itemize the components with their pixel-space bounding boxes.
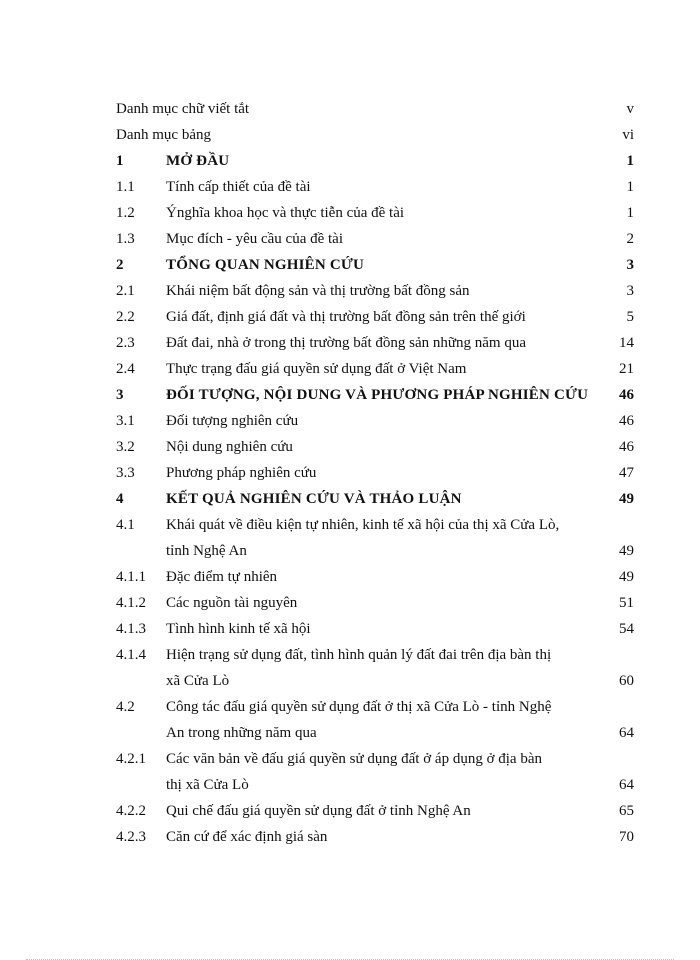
toc-entry-title-line: Các nguồn tài nguyên (166, 595, 298, 611)
toc-entry-number: 1 (116, 153, 124, 169)
toc-entry-number: 2.3 (116, 335, 135, 351)
toc-entry (116, 96, 634, 122)
toc-entry (116, 616, 634, 642)
toc-entry-title (166, 512, 594, 564)
toc-entry-page-number: 3 (626, 283, 634, 299)
toc-entry-title (166, 564, 594, 590)
toc-entry (116, 486, 634, 512)
toc-entry-title-line: Căn cứ để xác định giá sàn (166, 829, 328, 845)
toc-entry-page-number: 49 (619, 543, 634, 559)
toc-entry-number: 2.2 (116, 309, 135, 325)
table-of-contents (116, 96, 634, 850)
toc-entry-title-line: Công tác đấu giá quyền sử dụng đất ở thị xã Cửa Lò - tỉnh Nghệ (166, 699, 552, 715)
toc-entry-title-line: Đối tượng nghiên cứu (166, 413, 299, 429)
toc-entry-title (166, 226, 594, 252)
toc-entry-page-number: 70 (619, 829, 634, 845)
toc-entry-number: 4.1.1 (116, 569, 146, 585)
toc-entry-number: 4.1.4 (116, 647, 146, 663)
toc-entry-title-line: Danh mục chữ viết tắt (116, 101, 250, 117)
toc-entry-title (166, 408, 594, 434)
toc-entry-title-line: Tình hình kinh tế xã hội (166, 621, 311, 637)
toc-entry-page-number: 14 (619, 335, 634, 351)
toc-entry-title-line: tỉnh Nghệ An (166, 543, 247, 559)
toc-entry-page-number: 3 (626, 257, 634, 273)
toc-entry-title-line: An trong những năm qua (166, 725, 317, 741)
toc-entry-number: 4.1.2 (116, 595, 146, 611)
toc-entry (116, 174, 634, 200)
toc-entry-page-number: 46 (619, 439, 634, 455)
toc-entry-title (116, 122, 594, 148)
toc-entry-page-number: 64 (619, 725, 634, 741)
toc-entry-title-line: TỔNG QUAN NGHIÊN CỨU (166, 257, 365, 273)
toc-entry-title (166, 304, 594, 330)
toc-entry (116, 408, 634, 434)
toc-entry-title (166, 486, 594, 512)
toc-entry-page-number: 5 (626, 309, 634, 325)
toc-entry (116, 148, 634, 174)
toc-entry-number: 3.1 (116, 413, 135, 429)
toc-entry-number: 4.2 (116, 699, 135, 715)
toc-entry-title-line: Phương pháp nghiên cứu (166, 465, 317, 481)
toc-entry-title (166, 356, 594, 382)
toc-entry-number: 4.2.1 (116, 751, 146, 767)
toc-entry-title (166, 590, 594, 616)
toc-entry-title-line: Nội dung nghiên cứu (166, 439, 293, 455)
toc-entry-page-number: 65 (619, 803, 634, 819)
toc-entry-title (166, 798, 594, 824)
toc-entry-number: 3.3 (116, 465, 135, 481)
toc-entry-number: 4 (116, 491, 124, 507)
toc-entry-page-number: 46 (619, 387, 634, 403)
toc-entry-page-number: 49 (619, 491, 634, 507)
toc-entry-title-line: Giá đất, định giá đất và thị trường bất đồng sản trên thế giới (166, 309, 526, 325)
toc-entry-number: 3.2 (116, 439, 135, 455)
toc-entry-title-line: Ýnghĩa khoa học và thực tiễn của đề tài (166, 205, 405, 221)
toc-entry (116, 460, 634, 486)
toc-entry-title-line: Đặc điểm tự nhiên (166, 569, 278, 585)
toc-entry-title (166, 694, 594, 746)
toc-entry-title-line: Tính cấp thiết của đề tài (166, 179, 311, 195)
toc-entry (116, 434, 634, 460)
toc-entry-title-line: MỞ ĐẦU (166, 153, 230, 169)
toc-entry-title-line: Đất đai, nhà ở trong thị trường bất đồng sản những năm qua (166, 335, 526, 351)
toc-entry-number: 2 (116, 257, 124, 273)
toc-entry-number: 3 (116, 387, 124, 403)
toc-entry-number: 4.1 (116, 517, 135, 533)
toc-entry-title (166, 616, 594, 642)
toc-entry (116, 590, 634, 616)
toc-entry (116, 746, 634, 798)
toc-entry (116, 642, 634, 694)
toc-entry-title (166, 174, 594, 200)
toc-entry-page-number: 51 (619, 595, 634, 611)
toc-entry (116, 122, 634, 148)
toc-entry-number: 1.2 (116, 205, 135, 221)
toc-entry-page-number: 54 (619, 621, 634, 637)
toc-entry-title (166, 434, 594, 460)
toc-entry (116, 382, 634, 408)
toc-entry-title (166, 200, 594, 226)
toc-entry-number: 2.1 (116, 283, 135, 299)
toc-entry-page-number: 1 (626, 179, 634, 195)
toc-entry (116, 252, 634, 278)
toc-entry-title-line: xã Cửa Lò (166, 673, 230, 689)
toc-entry-page-number: 64 (619, 777, 634, 793)
toc-entry (116, 304, 634, 330)
toc-entry-title (166, 382, 594, 408)
toc-entry (116, 226, 634, 252)
toc-entry (116, 824, 634, 850)
toc-entry-title (166, 746, 594, 798)
toc-entry-number: 4.2.2 (116, 803, 146, 819)
toc-entry-title-line: Qui chế đấu giá quyền sử dụng đất ở tỉnh Nghệ An (166, 803, 471, 819)
toc-entry (116, 278, 634, 304)
toc-entry-page-number: 46 (619, 413, 634, 429)
toc-entry-title (166, 642, 594, 694)
toc-entry (116, 330, 634, 356)
toc-entry-title-line: Mục đích - yêu cầu của đề tài (166, 231, 344, 247)
toc-entry-title (166, 824, 594, 850)
toc-entry-page-number: 47 (619, 465, 634, 481)
toc-entry-title-line: KẾT QUẢ NGHIÊN CỨU VÀ THẢO LUẬN (166, 491, 462, 507)
toc-entry (116, 200, 634, 226)
toc-entry-title-line: Hiện trạng sử dụng đất, tình hình quản lý đất đai trên địa bàn thị (166, 647, 552, 663)
toc-entry-number: 2.4 (116, 361, 135, 377)
toc-entry-title (116, 96, 594, 122)
toc-entry (116, 356, 634, 382)
toc-entry-page-number: 60 (619, 673, 634, 689)
toc-entry-number: 4.1.3 (116, 621, 146, 637)
toc-entry-title-line: Thực trạng đấu giá quyền sử dụng đất ở Việt Nam (166, 361, 467, 377)
toc-entry-page-number: 21 (619, 361, 634, 377)
toc-entry (116, 564, 634, 590)
toc-entry-page-number: 2 (626, 231, 634, 247)
toc-entry-title (166, 330, 594, 356)
toc-entry-number: 4.2.3 (116, 829, 146, 845)
toc-entry-title-line: ĐỐI TƯỢNG, NỘI DUNG VÀ PHƯƠNG PHÁP NGHIÊN CỨU (166, 387, 589, 403)
toc-entry-page-number: vi (622, 127, 634, 143)
toc-entry-title-line: Khái quát về điều kiện tự nhiên, kinh tế xã hội của thị xã Cửa Lò, (166, 517, 560, 533)
toc-entry-title-line: thị xã Cửa Lò (166, 777, 249, 793)
toc-entry-title (166, 460, 594, 486)
toc-entry-title (166, 252, 594, 278)
toc-entry-title-line: Khái niệm bất động sản và thị trường bất đồng sản (166, 283, 470, 299)
toc-entry-number: 1.3 (116, 231, 135, 247)
toc-entry-title (166, 148, 594, 174)
toc-entry-title (166, 278, 594, 304)
toc-entry-title-line: Các văn bản về đấu giá quyền sử dụng đất ở áp dụng ở địa bàn (166, 751, 542, 767)
toc-entry (116, 694, 634, 746)
toc-entry-page-number: 49 (619, 569, 634, 585)
toc-entry-page-number: 1 (626, 153, 634, 169)
toc-entry-title-line: Danh mục bảng (116, 127, 211, 143)
toc-entry-page-number: v (626, 101, 634, 117)
toc-entry (116, 512, 634, 564)
toc-entry (116, 798, 634, 824)
toc-entry-page-number: 1 (626, 205, 634, 221)
toc-entry-number: 1.1 (116, 179, 135, 195)
